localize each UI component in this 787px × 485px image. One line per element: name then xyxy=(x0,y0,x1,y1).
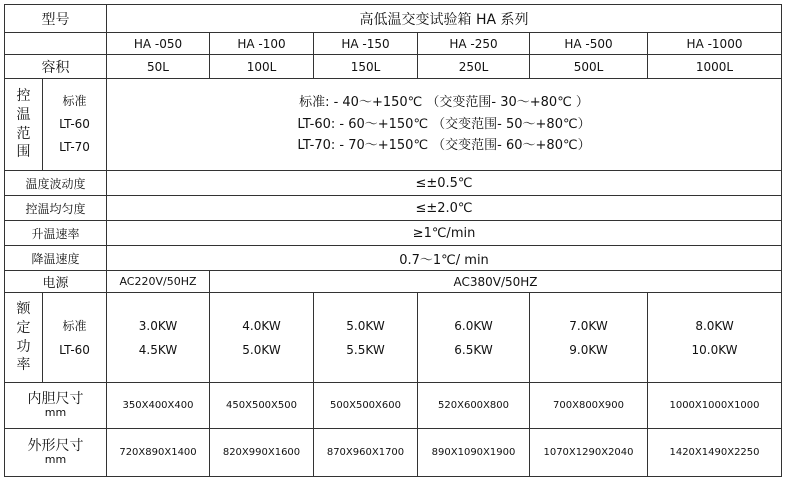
temp-range-line: LT-60: - 60～+150℃ （交变范围- 50～+80℃） xyxy=(297,116,591,132)
power-three-phase: AC380V/50HZ xyxy=(210,271,782,293)
label-char: 定 xyxy=(16,319,31,336)
temp-range-line: 标准: - 40～+150℃ （交变范围- 30～+80℃ ） xyxy=(299,95,589,111)
table-title: 高低温交变试验箱 HA 系列 xyxy=(107,5,782,33)
power-standard: 6.0KW xyxy=(454,318,493,333)
outer-dim-cell: 1420X1490X2250 xyxy=(648,429,782,477)
volume-cell: 150L xyxy=(314,55,418,79)
label-char: 围 xyxy=(16,144,31,161)
dim-unit: mm xyxy=(44,453,67,467)
rated-power-cell xyxy=(210,293,314,383)
power-lt60: 6.5KW xyxy=(454,342,493,357)
outer-dim-cell: 1070X1290X2040 xyxy=(530,429,648,477)
model-cell: HA -500 xyxy=(530,33,648,55)
temp-range-label xyxy=(5,79,43,171)
inner-dim-row xyxy=(5,383,782,429)
volume-label: 容积 xyxy=(5,55,107,79)
label-char: 率 xyxy=(16,357,31,374)
model-cell: HA -100 xyxy=(210,33,314,55)
heat-rate-value: ≥1℃/min xyxy=(107,221,782,246)
model-row xyxy=(5,33,782,55)
model-label: 型号 xyxy=(5,5,107,33)
volume-cell: 50L xyxy=(107,55,210,79)
power-standard: 4.0KW xyxy=(242,318,281,333)
heat-rate-row xyxy=(5,221,782,246)
rated-power-sublabels xyxy=(43,293,107,383)
temp-uniform-label: 控温均匀度 xyxy=(5,196,107,221)
rated-power-cell xyxy=(314,293,418,383)
temp-fluct-label: 温度波动度 xyxy=(5,171,107,196)
outer-dim-row xyxy=(5,429,782,477)
rated-power-label xyxy=(5,293,43,383)
title-row xyxy=(5,5,782,33)
rated-power-cell xyxy=(418,293,530,383)
model-cell: HA -1000 xyxy=(648,33,782,55)
model-cell: HA -250 xyxy=(418,33,530,55)
outer-dim-label xyxy=(5,429,107,477)
inner-dim-cell: 520X600X800 xyxy=(418,383,530,429)
outer-dim-cell: 820X990X1600 xyxy=(210,429,314,477)
inner-dim-cell: 350X400X400 xyxy=(107,383,210,429)
model-cell: HA -150 xyxy=(314,33,418,55)
sublabel: LT-60 xyxy=(59,117,90,132)
temp-fluct-row xyxy=(5,171,782,196)
volume-cell: 100L xyxy=(210,55,314,79)
sublabel: 标准 xyxy=(62,94,87,109)
power-label: 电源 xyxy=(5,271,107,293)
rated-power-cell xyxy=(648,293,782,383)
model-label-cont xyxy=(5,33,107,55)
temp-range-sublabels xyxy=(43,79,107,171)
volume-cell: 1000L xyxy=(648,55,782,79)
power-single-phase: AC220V/50HZ xyxy=(107,271,210,293)
power-lt60: 9.0KW xyxy=(569,342,608,357)
temp-range-row xyxy=(5,79,782,171)
temp-uniform-value: ≤±2.0℃ xyxy=(107,196,782,221)
power-standard: 3.0KW xyxy=(138,318,178,333)
power-standard: 5.0KW xyxy=(346,318,385,333)
rated-power-cell xyxy=(107,293,210,383)
dim-unit: mm xyxy=(44,406,67,420)
inner-dim-cell: 500X500X600 xyxy=(314,383,418,429)
label-char: 额 xyxy=(16,300,31,317)
inner-dim-title: 内胆尺寸 xyxy=(27,391,84,408)
rated-power-cell xyxy=(530,293,648,383)
volume-cell: 250L xyxy=(418,55,530,79)
label-char: 温 xyxy=(16,106,31,123)
temp-uniform-row xyxy=(5,196,782,221)
inner-dim-cell: 450X500X500 xyxy=(210,383,314,429)
cool-rate-value: 0.7～1℃/ min xyxy=(107,246,782,271)
outer-dim-title: 外形尺寸 xyxy=(27,438,84,455)
power-standard: 8.0KW xyxy=(695,318,734,333)
temp-range-values xyxy=(107,79,782,171)
power-lt60: 5.5KW xyxy=(346,342,385,357)
outer-dim-cell: 870X960X1700 xyxy=(314,429,418,477)
label-char: 控 xyxy=(16,87,31,104)
sublabel: 标准 xyxy=(62,318,87,333)
sublabel: LT-70 xyxy=(59,139,90,154)
power-lt60: 4.5KW xyxy=(138,342,178,357)
label-char: 范 xyxy=(16,125,31,142)
inner-dim-cell: 700X800X900 xyxy=(530,383,648,429)
rated-power-row xyxy=(5,293,782,383)
power-standard: 7.0KW xyxy=(569,318,608,333)
sublabel: LT-60 xyxy=(59,342,90,357)
model-cell: HA -050 xyxy=(107,33,210,55)
temp-fluct-value: ≤±0.5℃ xyxy=(107,171,782,196)
cool-rate-row xyxy=(5,246,782,271)
power-lt60: 5.0KW xyxy=(242,342,281,357)
volume-row xyxy=(5,55,782,79)
inner-dim-cell: 1000X1000X1000 xyxy=(648,383,782,429)
volume-cell: 500L xyxy=(530,55,648,79)
spec-table xyxy=(4,4,782,477)
label-char: 功 xyxy=(16,338,31,355)
outer-dim-cell: 720X890X1400 xyxy=(107,429,210,477)
power-lt60: 10.0KW xyxy=(691,342,738,357)
cool-rate-label: 降温速度 xyxy=(5,246,107,271)
outer-dim-cell: 890X1090X1900 xyxy=(418,429,530,477)
heat-rate-label: 升温速率 xyxy=(5,221,107,246)
inner-dim-label xyxy=(5,383,107,429)
power-row xyxy=(5,271,782,293)
temp-range-line: LT-70: - 70～+150℃ （交变范围- 60～+80℃） xyxy=(297,138,591,154)
